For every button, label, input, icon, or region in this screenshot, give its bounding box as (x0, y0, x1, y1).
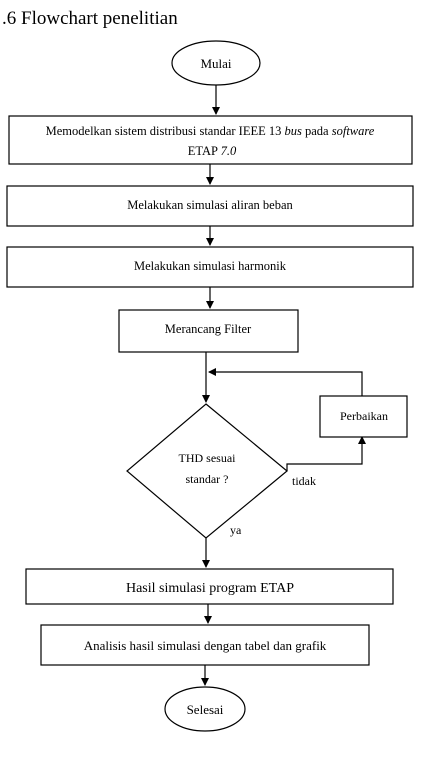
result-label: Hasil simulasi program ETAP (125, 581, 295, 596)
repair-label: Perbaikan (340, 409, 388, 423)
process-load-flow (7, 186, 413, 226)
model-label-line2 (188, 144, 237, 158)
process-filter (119, 310, 298, 352)
decision-label-line1: THD sesuai (178, 451, 236, 465)
edge-repair-to-loop (209, 372, 362, 396)
start-label: Mulai (200, 56, 232, 71)
model-text-part-1: Memodelkan sistem distribusi standar IEEE 13 (45, 124, 285, 138)
model-text-part-3: pada (301, 124, 332, 138)
model-label-line1 (46, 124, 375, 138)
end-label: Selesai (186, 702, 224, 717)
process-analysis (41, 625, 369, 665)
end-terminal (165, 687, 245, 731)
process-repair (320, 396, 407, 437)
page-title: .6 Flowchart penelitian (2, 8, 178, 29)
filter-label: Merancang Filter (164, 322, 252, 336)
decision-label-line2: standar ? (185, 472, 229, 486)
analysis-label: Analisis hasil simulasi dengan tabel dan grafik (83, 638, 327, 653)
load-flow-label: Melakukan simulasi aliran beban (127, 198, 293, 212)
process-harmonic (7, 247, 413, 287)
model-text-part-4: software (331, 124, 375, 138)
model-text-part-6: 7.0 (220, 144, 237, 158)
model-text-part-2: bus (284, 124, 302, 138)
harmonic-label: Melakukan simulasi harmonik (133, 259, 287, 273)
edge-decision-to-repair (287, 437, 362, 471)
process-model (9, 116, 412, 164)
decision-thd (127, 404, 287, 538)
process-result (26, 569, 393, 604)
model-text-part-5: ETAP (187, 144, 221, 158)
edge-label-no: tidak (292, 474, 316, 488)
start-terminal (172, 41, 260, 85)
edge-label-yes: ya (230, 523, 242, 537)
